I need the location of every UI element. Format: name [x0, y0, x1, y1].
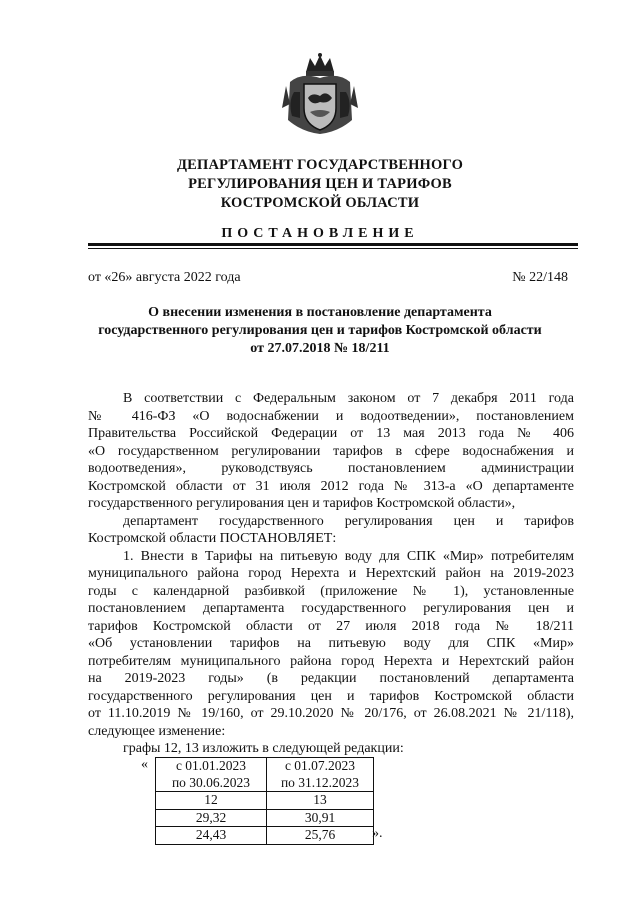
- body-line: государственного регулирования цен и тарифов Костромской области»,: [88, 496, 516, 511]
- title-line-1: О внесении изменения в постановление департамента: [148, 305, 492, 320]
- table-column-number-row: [156, 792, 374, 810]
- org-name-line-3: КОСТРОМСКОЙ ОБЛАСТИ: [220, 195, 420, 211]
- table-open-quote: «: [141, 757, 148, 772]
- table-row: [156, 827, 374, 845]
- body-line: потребителям муниципального района город Нерехта и Нерехтский район: [88, 653, 574, 669]
- body-line: «О государственном регулировании тарифов в сфере водоснабжения и: [88, 443, 574, 459]
- header-date-to: по 30.06.2023: [171, 774, 251, 790]
- org-name-line-2: РЕГУЛИРОВАНИЯ ЦЕН И ТАРИФОВ: [188, 176, 452, 192]
- body-line: государственного регулирования цен и тарифов Костромской области: [88, 688, 574, 704]
- org-name-line-1: ДЕПАРТАМЕНТ ГОСУДАРСТВЕННОГО: [176, 157, 464, 173]
- title-line-3: от 27.07.2018 № 18/211: [250, 341, 390, 356]
- body-line: тарифов Костромской области от 27 июля 2018 года № 18/211: [88, 618, 574, 634]
- coat-of-arms-emblem: [282, 52, 358, 136]
- header-rule-thin: [88, 248, 578, 249]
- body-line: Костромской области от 31 июля 2012 года № 313-а «О департаменте: [88, 478, 574, 494]
- table-header-cell: [156, 758, 267, 792]
- body-line: водоотведения», руководствуясь постановлением администрации: [88, 461, 574, 476]
- body-line: Костромской области ПОСТАНОВЛЯЕТ:: [88, 531, 337, 546]
- table-header-cell: [267, 758, 374, 792]
- header-date-to: по 31.12.2023: [280, 774, 360, 790]
- body-line: В соответствии с Федеральным законом от 7 декабря 2011 года: [123, 391, 574, 406]
- table-cell: 12: [156, 792, 267, 810]
- table-close-quote: ».: [372, 826, 383, 841]
- document-date: от «26» августа 2022 года: [88, 270, 241, 285]
- table-cell: 29,32: [156, 809, 267, 827]
- body-line: 1. Внести в Тарифы на питьевую воду для СПК «Мир» потребителям: [123, 548, 574, 564]
- body-line: годы с календарной разбивкой (приложение № 1), установленные: [88, 583, 574, 599]
- document-type-heading: ПОСТАНОВЛЕНИЕ: [221, 226, 419, 241]
- table-row: [156, 809, 374, 827]
- body-line: департамент государственного регулирования цен и тарифов: [123, 513, 574, 529]
- tariff-table: [155, 757, 374, 845]
- body-line: графы 12, 13 изложить в следующей редакции:: [123, 741, 404, 756]
- header-date-from: с 01.01.2023: [175, 758, 247, 773]
- table-header-row: [156, 758, 374, 792]
- table-cell: 25,76: [267, 827, 374, 845]
- body-line: № 416-ФЗ «О водоснабжении и водоотведении», постановлением: [88, 408, 574, 424]
- header-rule-thick: [88, 243, 578, 246]
- table-cell: 24,43: [156, 827, 267, 845]
- body-line: «Об установлении тарифов на питьевую воду для СПК «Мир»: [88, 636, 574, 651]
- document-number: № 22/148: [512, 270, 568, 285]
- table-cell: 13: [267, 792, 374, 810]
- body-line: Правительства Российской Федерации от 13 мая 2013 года № 406: [88, 426, 574, 441]
- body-line: муниципального района город Нерехта и Нерехтский район на 2019-2023: [88, 566, 574, 581]
- body-line: следующее изменение:: [88, 723, 226, 739]
- body-line: на 2019-2023 годы» (в редакции постановлений департамента: [88, 671, 574, 686]
- body-line: от 11.10.2019 № 19/160, от 29.10.2020 № 20/176, от 26.08.2021 № 21/118),: [88, 706, 574, 721]
- table-cell: 30,91: [267, 809, 374, 827]
- header-date-from: с 01.07.2023: [284, 758, 356, 773]
- body-line: постановлением департамента государственного регулирования цен и: [88, 601, 574, 616]
- title-line-2: государственного регулирования цен и тарифов Костромской области: [98, 323, 542, 338]
- document-body: [88, 390, 574, 758]
